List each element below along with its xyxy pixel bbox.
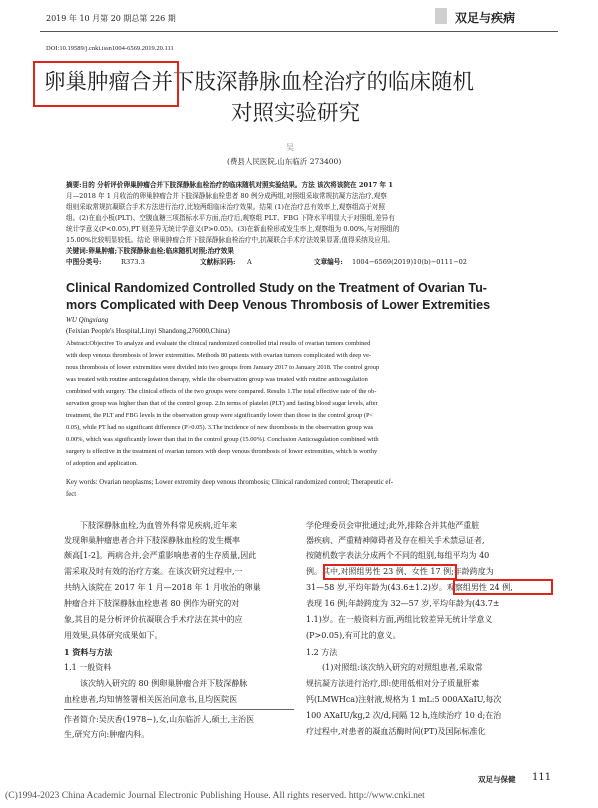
footnote-rule <box>64 709 294 710</box>
subsection-heading: 1.2 方法 <box>306 648 338 657</box>
copyright-line: (C)1994-2023 China Academic Journal Electronic Publishing House. All rights reserved. http://www.cnki.net <box>5 790 425 801</box>
title-highlight-box <box>33 61 179 107</box>
abstract-en-line: 0.05), while PT had no significant difference (P>0.05). 3.The incidence of new thrombosis in the observation group was <box>66 424 374 431</box>
abstract-en-line: servation group was higher than that of the control group. 2.In terms of platelet (PLT) and fasting blood sugar levels, after <box>66 400 378 407</box>
abstract-en-line: treatment, the PLT and FBG levels in the observation group were significantly lower than those in the control group (P< <box>66 412 374 419</box>
body-right-line: 钙(LMWHca)注射液,规格为 1 mL:5 000AXaIU,每次 <box>306 695 502 704</box>
body-left-line: 需采取及时有效的治疗方案。在该次研究过程中,一 <box>64 567 243 576</box>
en-title-line1: Clinical Randomized Controlled Study on the Treatment of Ovarian Tu- <box>66 281 487 295</box>
body-left-line: 该次纳入研究的 80 例卵巢肿瘤合并下肢深静脉 <box>80 679 248 688</box>
body-right-line: 按随机数字表法分成两个不同的组别,每组平均为 40 <box>306 551 490 560</box>
abstract-en-line: nous thrombosis of lower extremities were divided into two groups from January 2017 to January 2018. The control group <box>66 364 380 371</box>
abstract-cn-line: 统计学意义(P<0.05),PT 则差异无统计学意义(P>0.05)。(3)在新血栓形成发生率上,观察组为 0.00%,与对照组的 <box>66 225 400 233</box>
cn-title-line2: 对照实验研究 <box>231 101 361 126</box>
abstract-en-line: combined with surgery. The clinical effects of the two groups were compared. Results 1.The total effective rate of the ob- <box>66 388 377 395</box>
body-left-line: 象,其目的是分析评价抗凝联合手术疗法在其中的应 <box>64 615 243 624</box>
doc-code-label: 文献标识码: <box>200 258 236 266</box>
journal-tab <box>435 8 447 24</box>
keywords-en: fect <box>66 491 77 498</box>
body-left-line: 用效果,具体研究成果如下。 <box>64 631 163 640</box>
body-left-line: 血栓患者,均知情签署相关医治同意书,且均医院医 <box>64 695 238 704</box>
abstract-en-line: Abstract:Objective To analyze and evaluate the clinical randomized controlled trial results of ovarian tumors combined <box>66 340 371 347</box>
issue-info: 2019 年 10 月第 20 期总第 226 期 <box>46 14 176 23</box>
abstract-en-line: of adoption and application. <box>66 460 138 467</box>
abstract-cn-line: 组。(2)在血小板(PLT)、空腹血糖三项指标水平方面,治疗后,观察组 PLT、FBG 下降水平明显大于对照组,差异有 <box>66 214 395 222</box>
clc-value: R373.3 <box>121 258 145 266</box>
clc-label: 中图分类号: <box>66 258 102 266</box>
journal-name: 双足与疾病 <box>455 11 516 25</box>
body-right-line: 疗过程中,对患者的凝血活酶时间(PT)及国际标准化 <box>306 727 486 736</box>
abstract-cn-line: 月—2018 年 1 月收治的卵巢肿瘤合并下肢深静脉血栓患者 80 例分成两组,对照组采取常规抗凝方法治疗,观察 <box>66 192 387 200</box>
body-right-line: 学伦理委员会审批通过;此外,排除合并其他严重脏 <box>306 521 480 530</box>
affiliation-cn: (费县人民医院,山东临沂 273400) <box>227 157 342 166</box>
keywords-en: Key words: Ovarian neoplasms; Lower extremity deep venous thrombosis; Clinical randomized control; Therapeutic ef- <box>66 479 393 486</box>
doi: DOI:10.19589/j.cnki.issn1004-6569.2019.20.111 <box>46 45 174 52</box>
abstract-en-line: surgery is effective in the treatment of ovarian tumors with deep venous thrombosis of lower extremities, which is worthy <box>66 448 378 455</box>
doc-code-value: A <box>247 258 252 266</box>
body-left-line: 共纳入该院在 2017 年 1 月—2018 年 1 月收治的卵巢 <box>64 583 261 592</box>
article-no-value: 1004−6569(2019)10(b)−0111−02 <box>352 258 467 266</box>
body-right-line: 表现 16 例;年龄跨度为 32—57 岁,平均年龄为(43.7± <box>306 599 500 608</box>
observation-group-highlight-box <box>453 579 553 595</box>
abstract-cn-line: 组则采取常规抗凝联合手术方法进行治疗,比较两组临床治疗效果。结果 (1)在治疗总有效率上,观察组高于对照 <box>66 203 385 211</box>
author-en: WU Qingxiang <box>66 316 109 324</box>
body-right-line: (1)对照组:该次纳入研究的对照组患者,采取常 <box>322 663 483 672</box>
author-note: 作者简介:吴庆香(1978−),女,山东临沂人,硕士,主治医 <box>64 715 255 724</box>
control-group-highlight-box <box>323 564 457 580</box>
abstract-en-line: was treated with routine anticoagulation therapy, while the observation group was treated with routine anticoagulation <box>66 376 368 383</box>
abstract-en-line: with deep venous thrombosis of lower extremities. Methods 80 patients with ovarian tumors complicated with deep ve- <box>66 352 372 359</box>
author-note: 生,研究方向:肿瘤内科。 <box>64 730 150 739</box>
keywords-cn: 关键词:卵巢肿瘤;下肢深静脉血栓;临床随机对照;治疗效果 <box>66 247 234 255</box>
body-right-line: 例。其中,对照组男性 23 例、女性 17 例;年龄跨度为 <box>306 567 494 576</box>
abstract-en-line: 0.00%, which was significantly lower than that in the control group (15.00%). Conclusion Anticoagulation combined with <box>66 436 379 443</box>
body-right-line: 器疾病、严重精神障碍者及存在相关手术禁忌证者, <box>306 536 485 545</box>
header-rule <box>40 31 558 32</box>
affiliation-en: (Feixian People's Hospital,Linyi Shandong,276000,China) <box>66 327 230 335</box>
body-right-line: (P>0.05),有可比的意义。 <box>306 631 401 640</box>
body-left-line: 肿瘤合并下肢深静脉血栓患者 80 例作为研究的对 <box>64 599 240 608</box>
footer-journal: 双足与保健 <box>478 775 516 784</box>
cn-title-line1: 卵巢肿瘤合并下肢深静脉血栓治疗的临床随机 <box>44 70 475 95</box>
abstract-cn-line: 15.00%比较明显较低。结论 卵巢肿瘤合并下肢深静脉血栓治疗中,抗凝联合手术疗法效果显著,值得采纳及应用。 <box>66 236 395 244</box>
section-heading: 1 资料与方法 <box>64 647 113 657</box>
subsection-heading: 1.1 一般资料 <box>64 663 112 672</box>
en-title-line2: mors Complicated with Deep Venous Thrombosis of Lower Extremities <box>66 298 491 312</box>
body-right-line: 31—58 岁,平均年龄为(43.6±1.2)岁。观察组男性 24 例, <box>306 583 513 592</box>
page-number: 111 <box>532 772 552 783</box>
body-left-line: 颇高[1-2]。两病合并,会严重影响患者的生存质量,因此 <box>64 551 257 560</box>
body-left-line: 发现卵巢肿瘤患者合并下肢深静脉血栓的发生概率 <box>64 536 240 545</box>
body-right-line: 100 AXaIU/kg,2 次/d,间隔 12 h,连续治疗 10 d;在治 <box>306 711 502 720</box>
article-no-label: 文章编号: <box>314 258 343 266</box>
body-right-line: 规抗凝方法进行治疗,即:使用低相对分子质量肝素 <box>306 679 480 688</box>
abstract-cn-line: 摘要:目的 分析评价卵巢肿瘤合并下肢深静脉血栓治疗的临床随机对照实验结果。方法 该次将该院在 2017 年 1 <box>66 181 393 189</box>
body-right-line: 1.1)岁。在一般资料方面,两组比较差异无统计学意义 <box>306 615 493 624</box>
author-cn: 吴 <box>286 143 294 152</box>
body-left-line: 下肢深静脉血栓,为血管外科常见疾病,近年来 <box>80 521 238 530</box>
